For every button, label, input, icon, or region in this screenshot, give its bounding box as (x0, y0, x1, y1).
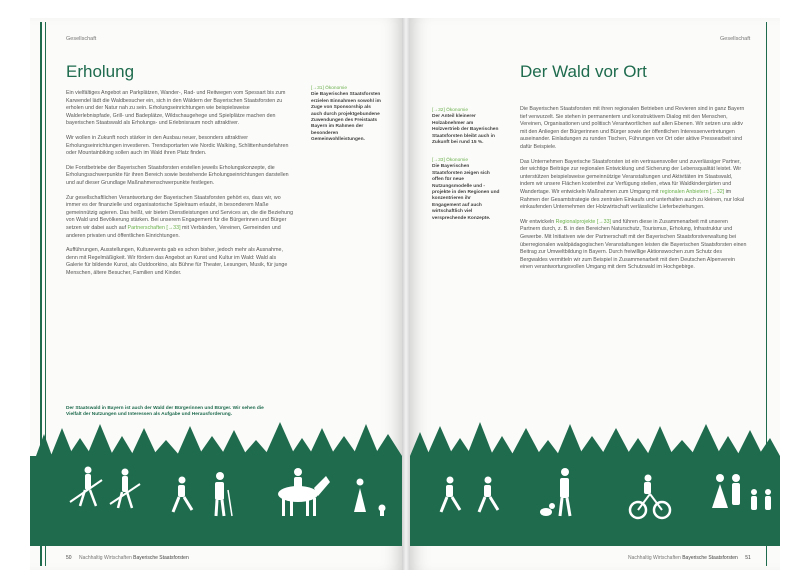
cross-reference-link[interactable]: Regionalprojekte [→33] (555, 218, 611, 225)
book-gutter (402, 18, 410, 570)
note-text: Die Bayerischen Staatsforsten zeigen sich offen für neue Nutzungsmodelle und -projekte in den Regionen und konzentrieren ihr Engagement auf auch wirtschaftlich viel versprechende Konzepte. (432, 164, 500, 221)
footer-label: Bayerische Staatsforsten (133, 555, 189, 561)
forest-caption: Der Staatswald in Bayern ist auch der Wald der Bürgerinnen und Bürger. Wir sehen die Vielfalt der Nutzungen und Interessen als Aufgabe und Herausforderung. (66, 406, 264, 418)
note-tag: [→31] Ökonomie (311, 86, 347, 91)
note-text: Der Anteil kleinerer Holzabnehmer am Holzvertrieb der Bayerischen Staatsforsten bleibt auch in Zukunft bei rund 15 %. (432, 114, 499, 146)
page-title: Erholung (66, 62, 135, 81)
paragraph: Die Forstbetriebe der Bayerischen Staatsforsten erstellen jeweils Erholungskonzepte, die Erholungsschwerpunkte für ihren Bereich sowie bestehende Erholungseinrichtungen darstellen und auf dieser Grundlage Maßnahmenschwerpunkte festlegen. (66, 164, 289, 186)
paragraph: Das Unternehmen Bayerische Staatsforsten ist ein vertrauensvoller und zuverlässiger Partner, der wichtige Beiträge zur regionalen Entwicklung und Sicherung der Lebensqualität leistet. Wir unterstützen beispielsweise gemeinnützige Veranstaltungen und Aktivitäten im Staatswald, indem wir unsere Flächen kostenfrei zur Verfügung stellen, etwa für Waldkindergärten und Wandertage. Wir entwickeln Maßnahmen zum Umgang mit regionalen Anbietern [→32] im Rahmen der Gesamtstrategie des zentralen Einkaufs und unterhalten auch zu kleinen, nur lokal einkaufenden Unternehmen der Holzwirtschaft verlässliche Lieferbeziehungen. (520, 158, 745, 211)
margin-note (311, 86, 381, 144)
page-number: 50 (66, 555, 72, 561)
page-footer (628, 555, 757, 561)
paragraph: Aufführungen, Ausstellungen, Kulturevents gab es schon bisher, jedoch mehr als Ausnahme, denn mit Regelmäßigkeit. Wir fördern das Angebot an Kunst und Kultur im Wald: Wald als Galerie für bildende Kunst, als Outdoorkino, als Bühne für Theater, Lesungen, Musik, für junge Menschen, ältere Besucher, Familien und Kinder. (66, 247, 288, 276)
note-tag: [→33] Ökonomie (432, 158, 468, 163)
cross-reference-link[interactable]: Partnerschaften [→33] (127, 224, 181, 231)
book-spread (30, 18, 780, 570)
margin-note (432, 158, 500, 222)
margin-note (432, 108, 500, 146)
footer-label: Bayerische Staatsforsten (682, 555, 738, 561)
left-body (66, 90, 294, 284)
paragraph: Wir entwickeln Regionalprojekte [→33] und führen diese in Zusammenarbeit mit unseren Partnern durch, z. B. in den Bereichen Naturschutz, Tourismus, Erholung, Infrastruktur und Gewerbe. Mit Initiativen wie der Partnerschaft mit der Bayerischen Staatsforstverwaltung bei überregionalen waldpädagogischen Veranstaltungen leisten die Bayerischen Staatsforsten einen Beitrag zur Umweltbildung in Bayern. Durch freiwillige Aktionswochen zum Schutz des Bergwaldes vermitteln wir zum Beispiel in Zusammenarbeit mit dem Deutschen Alpenverein einen verantwortungsvollen Umgang mit dem Schutzwald im Hochgebirge. (520, 218, 747, 271)
paragraph: Ein vielfältiges Angebot an Parkplätzen, Wander-, Rad- und Reitwegen vom Spessart bis zum Karwendel lädt die Waldbesucher ein, sich in den Wäldern der Bayerischen Staatsforsten zu erholen und der Natur nah zu sein. Erholungseinrichtungen wie beispielsweise Walderlebnispfade, Grill- und Badeplätze, Wildschaugehege und Spielplätze machen den bayerischen Staatswald als Erholungs- und Erlebnisraum noch attraktiver. (66, 90, 286, 127)
section-label: Gesellschaft (66, 36, 97, 42)
right-page (410, 18, 780, 570)
tree-silhouettes (410, 422, 780, 546)
page-footer (60, 555, 189, 561)
paragraph: Die Bayerischen Staatsforsten mit ihren regionalen Betrieben und Revieren sind in ganz Bayern tief verwurzelt. Sie stehen in permanentem und konstruktivem Dialog mit den Menschen, Vereinen, Organisationen und politisch Verantwortlichen auf allen Ebenen. Wir setzen uns aktiv mit den Anliegen der Bürgerinnen und Bürger sowie der öffentlichen Interessenvertretungen auseinander. Einladungen zu runden Tischen, Führungen vor Ort oder aktive Pressearbeit sind dafür Beispiele. (520, 106, 745, 150)
footer-label: Nachhaltig Wirtschaften (628, 555, 681, 561)
note-tag: [→32] Ökonomie (432, 108, 468, 113)
right-body (520, 106, 748, 279)
note-text: Die Bayerischen Staatsforsten erzielen Einnahmen sowohl im Zuge von Sponsorship als auch durch projektgebundene Zuwendungen des Freistaats Bayern im Rahmen der besonderen Gemeinwohlleistungen. (311, 92, 381, 143)
forest-illustration-right (410, 416, 780, 546)
paragraph: Zur gesellschaftlichen Verantwortung der Bayerischen Staatsforsten gehört es, dass wir, wo immer es der finanzielle und organisatorische Spielraum erlaubt, in besonderem Maße gemeinnützig agieren. Das heißt, wir bieten Dienstleistungen und Services an, die die Beziehung von Wald und Bevölkerung stärken. Bei unserem Engagement für die Bürgerinnen und Bürger setzen wir dabei auch auf Partnerschaften [→33] mit Verbänden, Vereinen, Gemeinden und anderen privaten und öffentlichen Einrichtungen. (66, 194, 294, 239)
footer-label: Nachhaltig Wirtschaften (78, 555, 132, 561)
cross-reference-link[interactable]: regionalen Anbietern [→32] (659, 188, 725, 195)
left-page (30, 18, 402, 570)
paragraph: Wir wollen in Zukunft noch stärker in den Ausbau neuer, besonders attraktiver Erholungseinrichtungen investieren. Trendsportarten wie Nordic Walking, Schlittenhundefahren oder Mountainbiking sollen auch im Wald ihren Platz finden. (66, 134, 289, 157)
section-label: Gesellschaft (720, 36, 751, 42)
forest-illustration-left (30, 416, 402, 546)
page-title: Der Wald vor Ort (520, 62, 647, 81)
page-number: 51 (745, 555, 751, 561)
